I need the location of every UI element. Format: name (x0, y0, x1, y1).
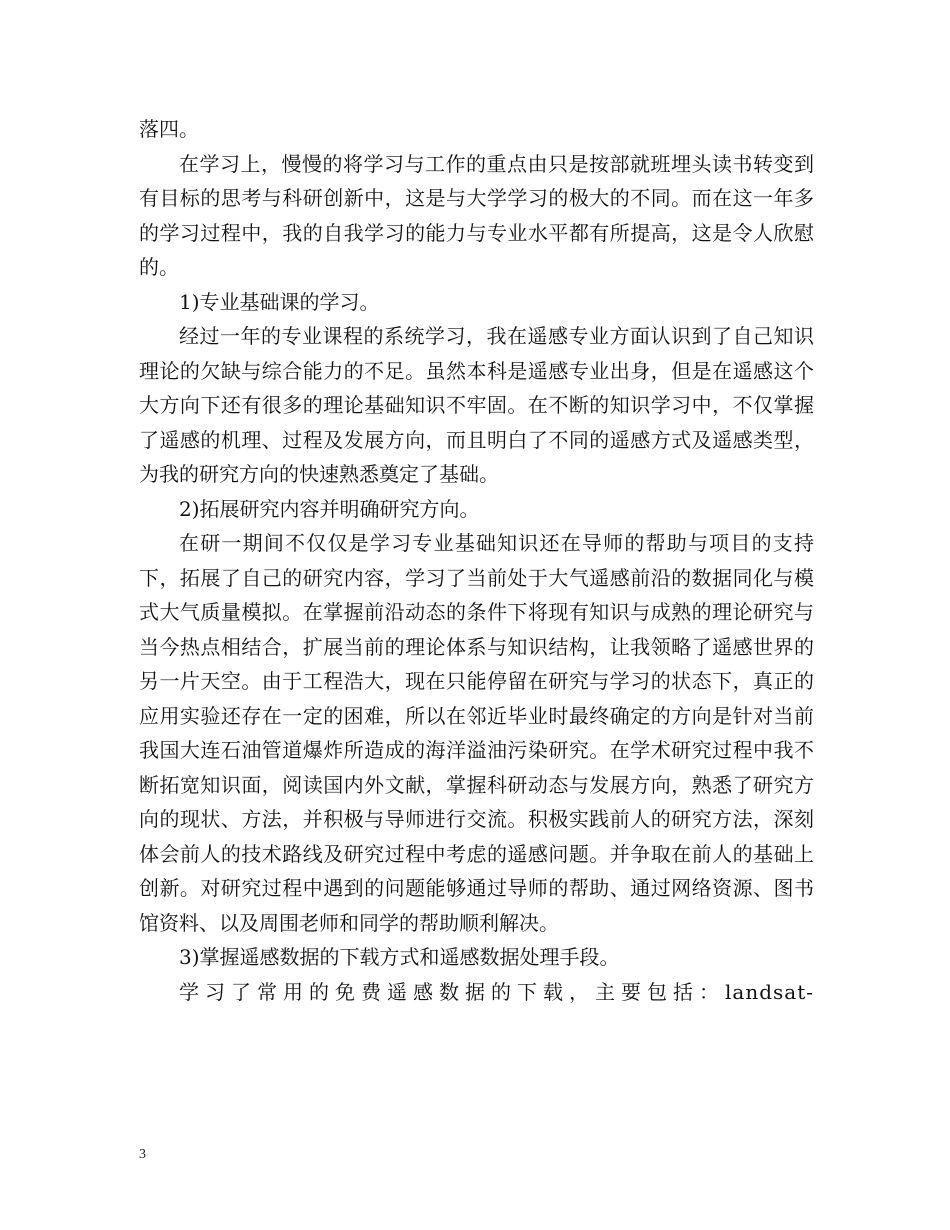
paragraph-study-overview: 在学习上，慢慢的将学习与工作的重点由只是按部就班埋头读书转变到有目标的思考与科研创新中，这是与大学学习的极大的不同。而在这一年多的学习过程中，我的自我学习的能力与专业水平都有所提高，这是令人欣慰的。 (139, 151, 814, 279)
heading-data-processing: 3)掌握遥感数据的下载方式和遥感数据处理手段。 (179, 945, 620, 969)
document-body (139, 112, 814, 1009)
heading-basic-courses: 1)专业基础课的学习。 (179, 289, 380, 314)
page-number: 3 (139, 1147, 146, 1162)
paragraph-data-download: 学习了常用的免费遥感数据的下载，主要包括：landsat- (179, 979, 814, 1004)
paragraph-continuation: 落四。 (139, 117, 199, 141)
heading-research-direction: 2)拓展研究内容并明确研究方向。 (179, 496, 480, 521)
paragraph-research-direction: 在研一期间不仅仅是学习专业基础知识还在导师的帮助与项目的支持下，拓展了自己的研究内容，学习了当前处于大气遥感前沿的数据同化与模式大气质量模拟。在掌握前沿动态的条件下将现有知识与成熟的理论研究与当今热点相结合，扩展当前的理论体系与知识结构，让我领略了遥感世界的另一片天空。由于工程浩大，现在只能停留在研究与学习的状态下，真正的应用实验还存在一定的困难，所以在邻近毕业时最终确定的方向是针对当前我国大连石油管道爆炸所造成的海洋溢油污染研究。在学术研究过程中我不断拓宽知识面，阅读国内外文献，掌握科研动态与发展方向，熟悉了研究方向的现状、方法，并积极与导师进行交流。积极实践前人的研究方法，深刻体会前人的技术路线及研究过程中考虑的遥感问题。并争取在前人的基础上创新。对研究过程中遇到的问题能够通过导师的帮助、通过网络资源、图书馆资料、以及周围老师和同学的帮助顺利解决。 (139, 531, 814, 935)
paragraph-basic-courses: 经过一年的专业课程的系统学习，我在遥感专业方面认识到了自己知识理论的欠缺与综合能力的不足。虽然本科是遥感专业出身，但是在遥感这个大方向下还有很多的理论基础知识不牢固。在不断的知识学习中，不仅掌握了遥感的机理、过程及发展方向，而且明白了不同的遥感方式及遥感类型，为我的研究方向的快速熟悉奠定了基础。 (139, 324, 814, 486)
